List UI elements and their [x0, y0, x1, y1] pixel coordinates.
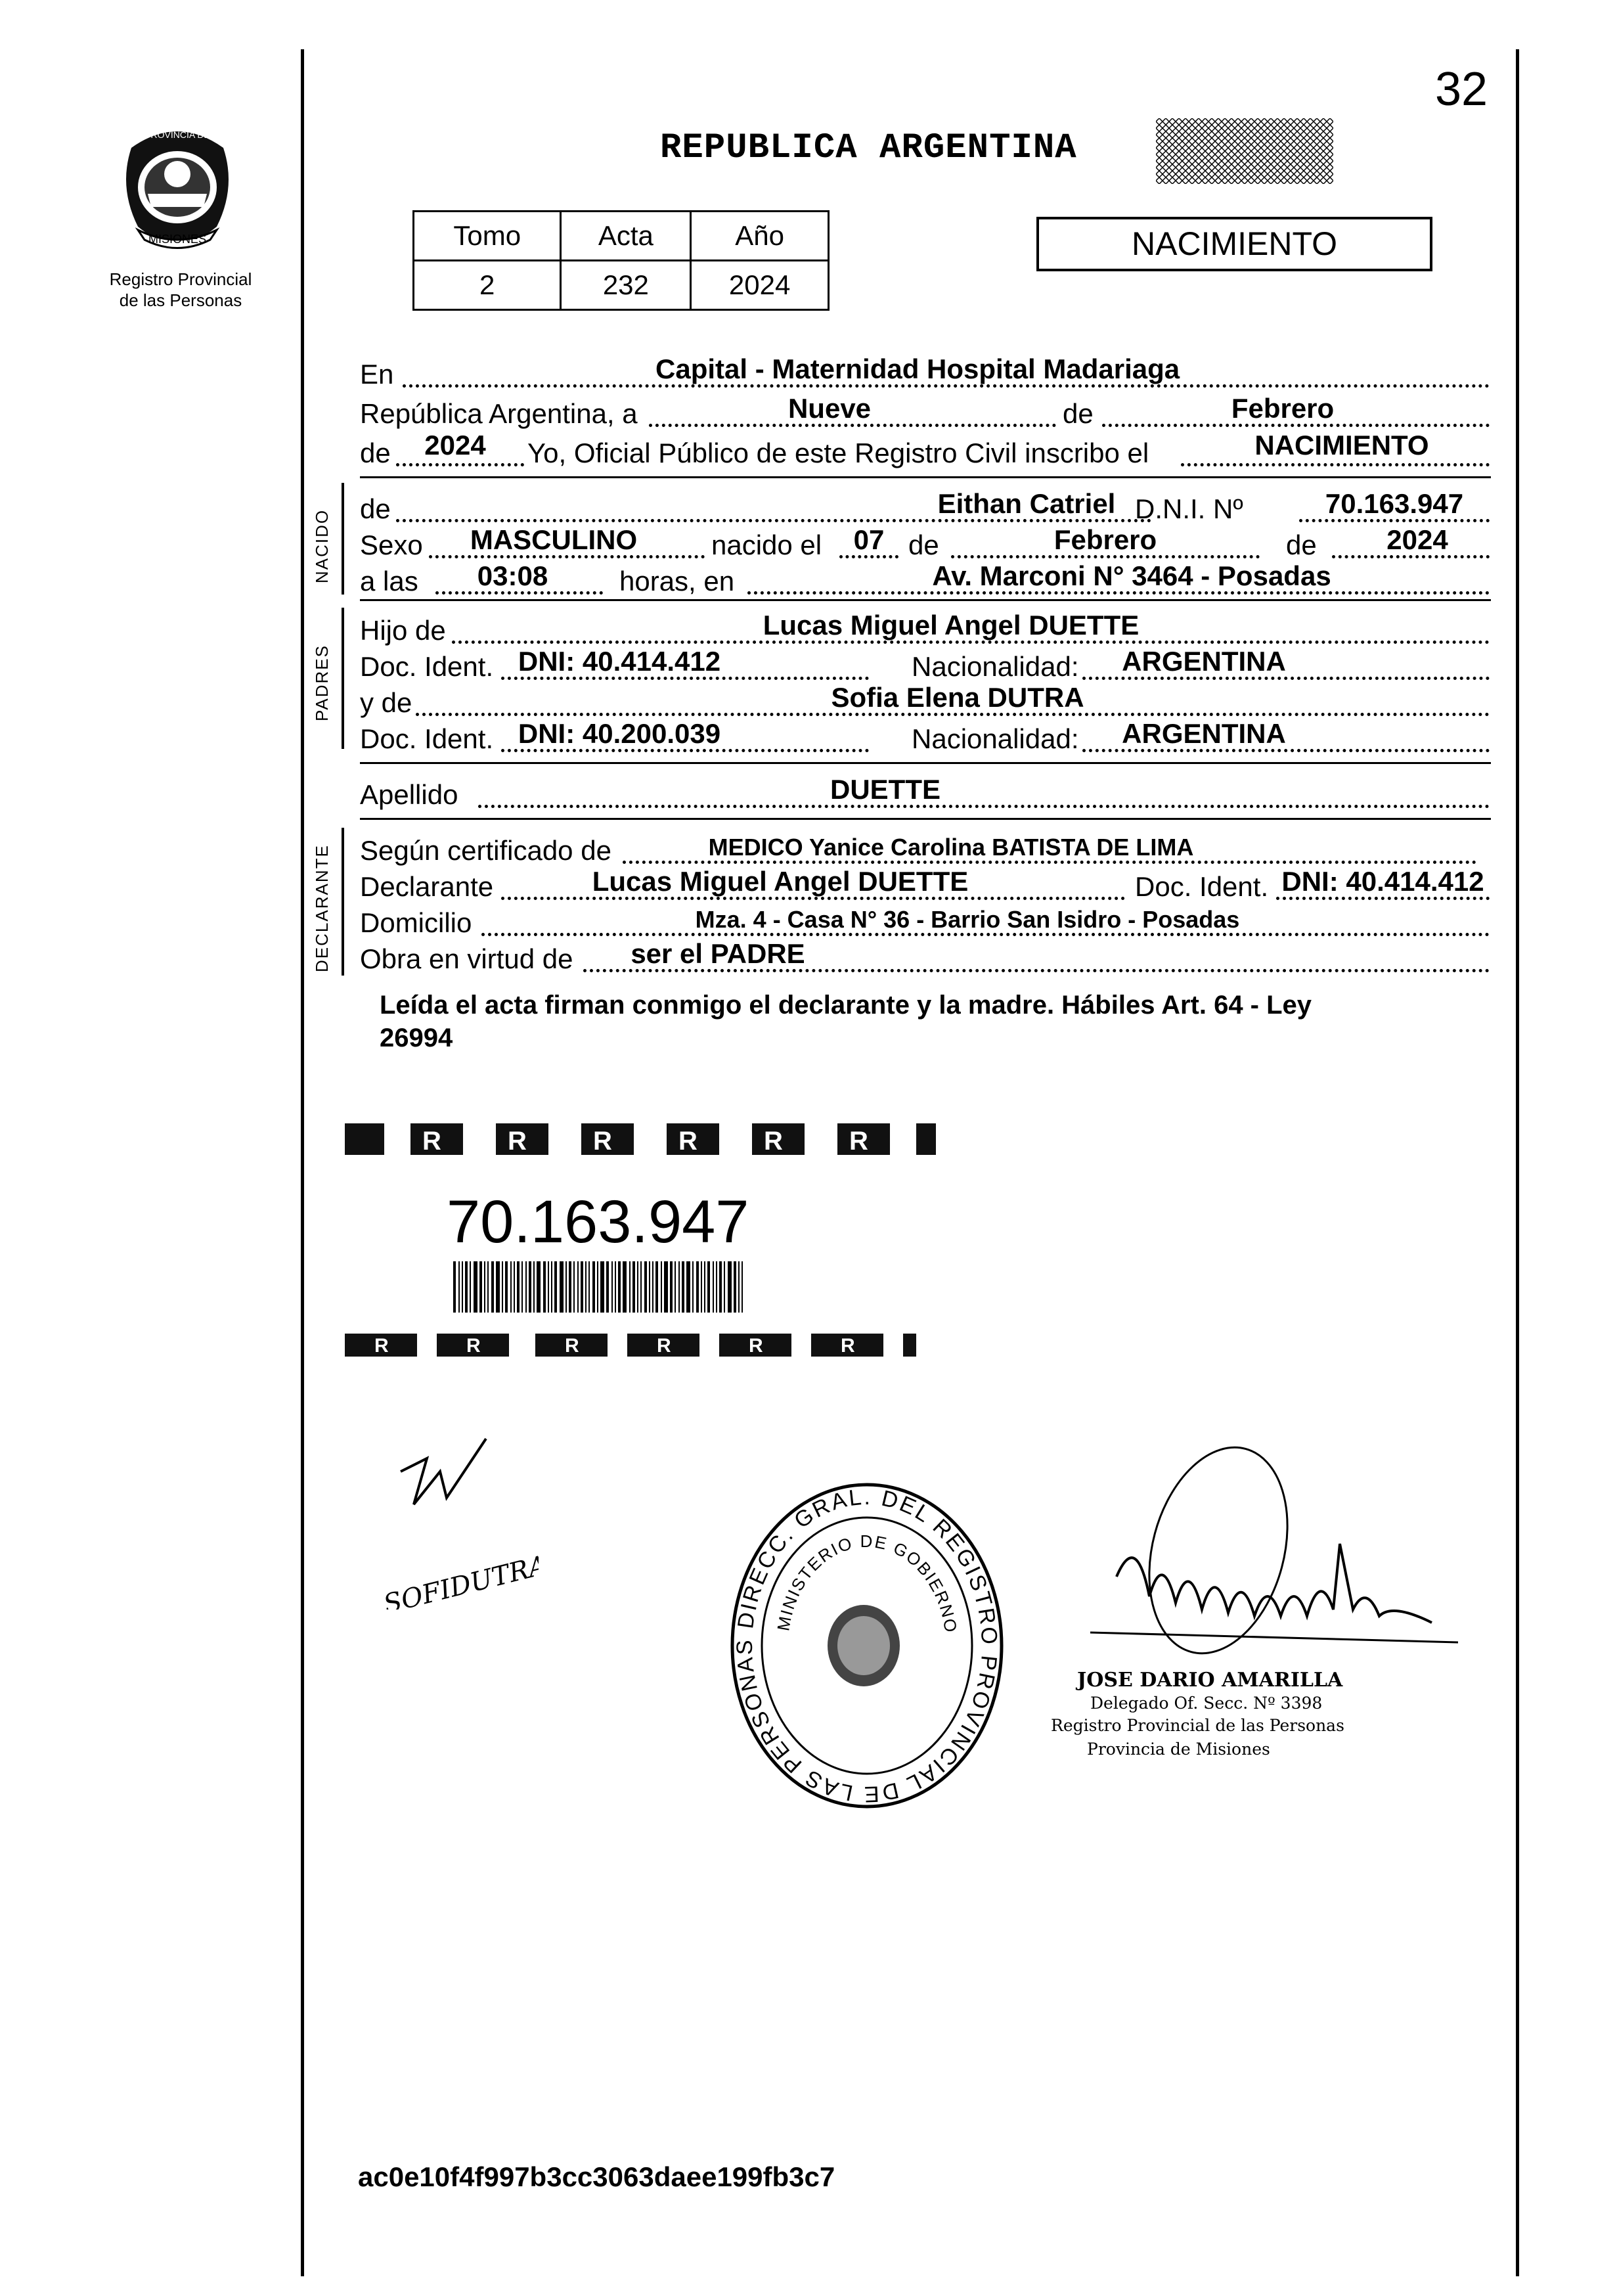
svg-text:SOFIDUTRA: SOFIDUTRA [380, 1550, 539, 1609]
declarante-section-label: DECLARANTE [312, 844, 332, 972]
row-year-act [360, 430, 1490, 473]
birth-month: Febrero [1053, 524, 1157, 555]
dni-label: D.N.I. Nº [1135, 493, 1243, 524]
declarante-doc-label: Doc. Ident. [1135, 871, 1269, 902]
obra-label: Obra en virtud de [360, 943, 573, 974]
svg-text:MINISTERIO DE GOBIERNO: MINISTERIO DE GOBIERNO [773, 1531, 962, 1635]
anio-value: 2024 [691, 261, 829, 310]
act-value: NACIMIENTO [1254, 430, 1429, 461]
svg-text:R: R [593, 1127, 612, 1156]
svg-text:R: R [657, 1335, 671, 1357]
row-madre-doc [360, 719, 1490, 759]
de-label-3: de [1286, 529, 1317, 560]
row-apellido [360, 775, 1490, 815]
act-type-box [1036, 217, 1432, 271]
security-strip-bottom [345, 1327, 936, 1360]
domicilio-label: Domicilio [360, 907, 472, 938]
registry-name-line2: de las Personas [119, 290, 242, 310]
child-dni: 70.163.947 [1325, 488, 1464, 519]
mother-name: Sofia Elena DUTRA [831, 682, 1084, 713]
svg-text:R: R [374, 1335, 389, 1357]
tomo-value: 2 [414, 261, 561, 310]
birth-year: 2024 [1386, 524, 1448, 555]
nacido-section-label: NACIDO [312, 508, 332, 583]
row-domicilio [360, 903, 1490, 943]
de2-label: de [360, 438, 391, 468]
certificado-value: MEDICO Yanice Carolina BATISTA DE LIMA [708, 834, 1194, 861]
row-hora [360, 562, 1490, 601]
row-declarante [360, 867, 1490, 907]
day-value: Nueve [787, 393, 872, 424]
a-las-label: a las [360, 566, 418, 597]
record-table [412, 210, 830, 311]
svg-text:R: R [849, 1127, 868, 1156]
svg-text:R: R [508, 1127, 527, 1156]
row-republica [360, 394, 1490, 434]
hijo-de-label: Hijo de [360, 615, 446, 646]
barcode-number: 70.163.947 [447, 1188, 749, 1255]
svg-text:R: R [466, 1335, 481, 1357]
father-name: Lucas Miguel Angel DUETTE [763, 610, 1140, 641]
obra-value: ser el PADRE [631, 938, 805, 969]
security-pattern [1153, 112, 1337, 187]
officer-province: Provincia de Misiones [1087, 1740, 1270, 1759]
right-margin-line [1516, 49, 1519, 2276]
mother-initials-signature [388, 1432, 532, 1537]
registry-name-line1: Registro Provincial [109, 269, 252, 289]
mother-handwritten-signature [374, 1550, 539, 1609]
svg-text:DIRECC. GRAL. DEL REGISTRO PRO: DIRECC. GRAL. DEL REGISTRO PROVINCIAL DE LAS PERSONAS [732, 1484, 1002, 1807]
apellido-value: DUETTE [830, 774, 941, 805]
sexo-label: Sexo [360, 529, 423, 560]
mother-doc: DNI: 40.200.039 [518, 718, 721, 749]
nacido-de-label: de [360, 493, 391, 524]
certificado-label: Según certificado de [360, 835, 611, 866]
row-padre-doc [360, 647, 1490, 687]
svg-text:R: R [422, 1127, 441, 1156]
father-nationality: ARGENTINA [1122, 646, 1286, 677]
officer-name: JOSE DARIO AMARILLA [1077, 1669, 1343, 1692]
svg-text:R: R [764, 1127, 783, 1156]
officer-registry: Registro Provincial de las Personas [1051, 1716, 1344, 1735]
de-label: de [1063, 398, 1094, 429]
domicilio-value: Mza. 4 - Casa N° 36 - Barrio San Isidro - Posadas [695, 906, 1240, 933]
father-doc: DNI: 40.414.412 [518, 646, 721, 677]
acta-value: 232 [561, 261, 691, 310]
father-nat-label: Nacionalidad: [912, 651, 1079, 682]
closing-line-1: Leída el acta firman conmigo el declarante y la madre. Hábiles Art. 64 - Ley [380, 991, 1312, 1020]
republica-label: República Argentina, a [360, 398, 638, 429]
officer-title: Delegado Of. Secc. Nº 3398 [1090, 1694, 1323, 1713]
en-label: En [360, 359, 394, 390]
province-logo [112, 108, 243, 259]
officer-text: Yo, Oficial Público de este Registro Civil inscribo el [527, 438, 1149, 468]
y-de-label: y de [360, 687, 412, 718]
birth-day: 07 [853, 524, 885, 555]
official-seal [726, 1478, 1008, 1813]
row-en [360, 355, 1490, 394]
barcode [453, 1261, 749, 1314]
de-label-2: de [908, 529, 939, 560]
father-doc-label: Doc. Ident. [360, 651, 494, 682]
mother-doc-label: Doc. Ident. [360, 723, 494, 754]
row-padre [360, 611, 1490, 650]
svg-text:R: R [678, 1127, 698, 1156]
year-value: 2024 [424, 430, 486, 461]
month-value: Febrero [1231, 393, 1335, 424]
svg-text:R: R [749, 1335, 763, 1357]
row-obra [360, 939, 1490, 979]
row-madre [360, 683, 1490, 723]
child-name: Eithan Catriel [937, 488, 1116, 519]
tomo-header: Tomo [414, 212, 561, 261]
anio-header: Año [691, 212, 829, 261]
mother-nat-label: Nacionalidad: [912, 723, 1079, 754]
row-sexo [360, 526, 1490, 565]
birth-address: Av. Marconi N° 3464 - Posadas [932, 560, 1331, 591]
horas-label: horas, en [619, 566, 735, 597]
document-hash: ac0e10f4f997b3cc3063daee199fb3c7 [358, 2161, 835, 2192]
padres-section-label: PADRES [312, 644, 332, 721]
acta-header: Acta [561, 212, 691, 261]
place-value: Capital - Maternidad Hospital Madariaga [655, 353, 1180, 384]
row-certificado [360, 831, 1490, 870]
svg-text:PROVINCIA DE: PROVINCIA DE [144, 129, 210, 140]
page-number: 32 [1435, 63, 1488, 116]
declarante-name: Lucas Miguel Angel DUETTE [592, 866, 969, 897]
declarante-label: Declarante [360, 871, 494, 902]
nacido-el-label: nacido el [711, 529, 822, 560]
svg-text:MISIONES: MISIONES [148, 233, 207, 246]
mother-nationality: ARGENTINA [1122, 718, 1286, 749]
apellido-label: Apellido [360, 779, 458, 810]
row-nacido-name [360, 489, 1490, 529]
birth-time: 03:08 [477, 560, 548, 591]
country-title: REPUBLICA ARGENTINA [660, 128, 1077, 168]
sexo-value: MASCULINO [470, 524, 638, 555]
security-strip-top [345, 1117, 936, 1159]
declarante-doc: DNI: 40.414.412 [1281, 866, 1484, 897]
act-type-label: NACIMIENTO [1132, 225, 1337, 262]
svg-text:R: R [565, 1335, 579, 1357]
closing-line-2: 26994 [380, 1024, 453, 1052]
svg-text:R: R [841, 1335, 855, 1357]
left-margin-line [301, 49, 304, 2276]
